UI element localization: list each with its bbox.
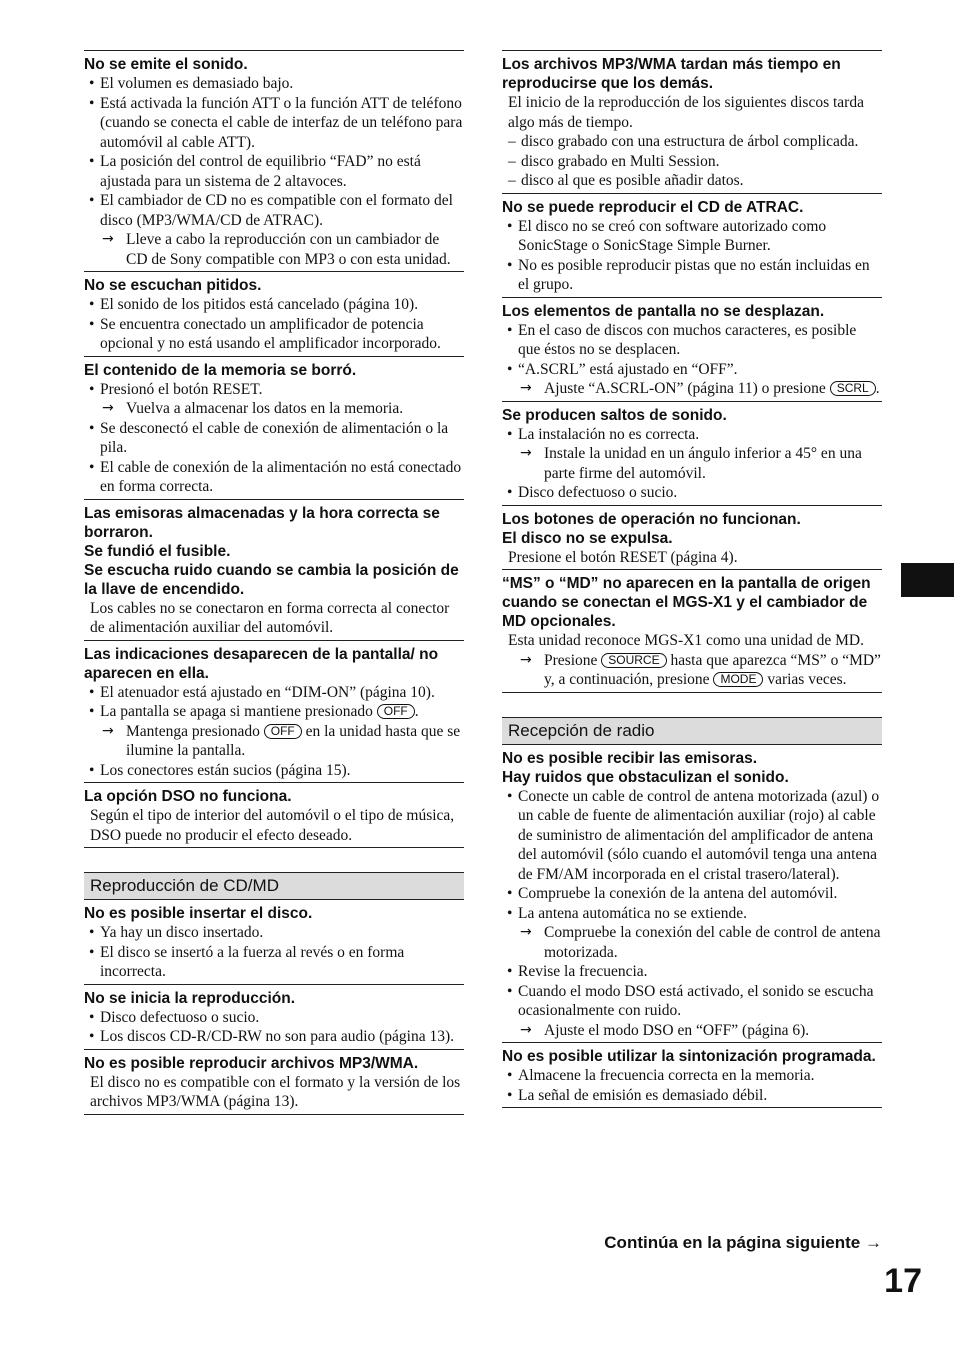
remedy-item xyxy=(502,923,882,962)
text-run: Se encuentra conectado un amplificador de potencia opcional y no está usando el amplificador incorporado. xyxy=(100,315,441,352)
text-run: Instale la unidad en un ángulo inferior a 45° en una parte firme del automóvil. xyxy=(544,445,862,482)
text-run: No es posible reproducir pistas que no están incluidas en el grupo. xyxy=(518,256,870,293)
bullet-item xyxy=(502,884,882,904)
text-run: en la unidad hasta que se ilumine la pantalla. xyxy=(126,722,461,759)
troubleshoot-entry xyxy=(84,499,464,640)
troubleshoot-entry xyxy=(502,745,882,1043)
text-run: El atenuador está ajustado en “DIM-ON” (página 10). xyxy=(100,683,435,701)
text-run: Los cables no se conectaron en forma correcta al conector de alimentación auxiliar del automóvil. xyxy=(90,599,450,636)
remedy-item xyxy=(84,399,464,419)
text-run: La pantalla se apaga si mantiene presionado xyxy=(100,703,377,720)
troubleshoot-entry xyxy=(84,782,464,848)
text-run: Compruebe la conexión de la antena del automóvil. xyxy=(518,885,838,902)
body-text xyxy=(502,93,882,132)
text-run: Vuelva a almacenar los datos en la memoria. xyxy=(126,400,404,417)
troubleshoot-entry xyxy=(502,401,882,505)
text-run: Cuando el modo DSO está activado, el sonido se escucha ocasionalmente con ruido. xyxy=(518,982,874,1019)
bullet-item xyxy=(84,295,464,315)
bullet-item xyxy=(502,321,882,360)
bullet-item xyxy=(502,360,882,380)
bullet-item xyxy=(84,702,464,722)
text-run: varias veces. xyxy=(763,671,847,688)
bullet-item xyxy=(502,425,882,445)
problem-heading: Las emisoras almacenadas y la hora correcta se borraron. xyxy=(84,504,440,541)
body-text xyxy=(502,548,882,568)
body-text xyxy=(84,599,464,638)
troubleshoot-entry xyxy=(502,1042,882,1108)
bullet-item xyxy=(502,1086,882,1106)
dash-item xyxy=(502,171,882,191)
troubleshoot-entry xyxy=(84,271,464,356)
remedy-item xyxy=(84,230,464,269)
remedy-item xyxy=(84,722,464,761)
remedy-item xyxy=(502,379,882,399)
text-run: El disco no es compatible con el formato y la versión de los archivos MP3/WMA (página 13). xyxy=(90,1073,461,1110)
dash-item xyxy=(502,132,882,152)
bullet-item xyxy=(84,152,464,191)
problem-heading: No es posible recibir las emisoras. xyxy=(502,749,758,767)
text-run: Presionó el botón RESET. xyxy=(100,380,263,398)
text-run: Se desconectó el cable de conexión de alimentación o la pila. xyxy=(100,419,449,456)
continue-text: Continúa en la página siguiente xyxy=(604,1233,861,1252)
text-run: Presione xyxy=(544,651,602,669)
text-run: disco al que es posible añadir datos. xyxy=(521,172,744,189)
button-key-label: OFF xyxy=(264,724,302,739)
text-run: Esta unidad reconoce MGS-X1 como una unidad de MD. xyxy=(508,632,864,649)
troubleshoot-entry xyxy=(84,984,464,1049)
problem-heading: Los botones de operación no funcionan. xyxy=(502,510,801,528)
troubleshoot-entry xyxy=(502,50,882,193)
problem-heading: No es posible utilizar la sintonización programada. xyxy=(502,1048,876,1065)
arrow-right-icon: → xyxy=(520,380,532,396)
right-column xyxy=(502,50,882,1108)
text-run: Ajuste “A.SCRL-ON” (página 11) o presione xyxy=(544,380,830,397)
troubleshoot-entry xyxy=(84,900,464,984)
button-key-label: MODE xyxy=(713,672,763,687)
text-run: “A.SCRL” está ajustado en “OFF”. xyxy=(518,360,738,378)
problem-heading: El disco no se expulsa. xyxy=(502,529,673,547)
problem-heading: Hay ruidos que obstaculizan el sonido. xyxy=(502,768,789,786)
arrow-right-icon: → xyxy=(102,231,114,247)
text-run: Los conectores están sucios (página 15). xyxy=(100,761,351,779)
page-number: 17 xyxy=(884,1262,922,1300)
dash-item xyxy=(502,152,882,172)
bullet-item xyxy=(84,923,464,943)
continue-note xyxy=(604,1233,882,1253)
bullet-item xyxy=(84,380,464,400)
bullet-item xyxy=(502,904,882,924)
bullet-item xyxy=(84,419,464,458)
text-run: Conecte un cable de control de antena motorizada (azul) o un cable de fuente de alimentación auxiliar (rojo) al cable de suministro de alimentación del amplificador de antena del automóvil (sólo cuando el automóvil tenga una antena de FM/AM incorporada en el cristal trasero/lateral). xyxy=(518,787,880,883)
section-tab-marker xyxy=(901,563,954,597)
body-text xyxy=(502,631,882,651)
bullet-item xyxy=(84,191,464,230)
text-run: Revise la frecuencia. xyxy=(518,963,648,980)
problem-heading: El contenido de la memoria se borró. xyxy=(84,361,357,379)
arrow-right-icon: → xyxy=(102,722,114,739)
bullet-item xyxy=(502,787,882,885)
arrow-right-icon: → xyxy=(520,651,532,668)
text-run: Los discos CD-R/CD-RW no son para audio (página 13). xyxy=(100,1028,455,1045)
problem-heading: No se escuchan pitidos. xyxy=(84,277,262,294)
text-run: El inicio de la reproducción de los siguientes discos tarda algo más de tiempo. xyxy=(508,94,864,131)
text-run: La antena automática no se extiende. xyxy=(518,904,747,922)
text-run: Ya hay un disco insertado. xyxy=(100,924,264,941)
text-run: Almacene la frecuencia correcta en la memoria. xyxy=(518,1067,815,1084)
text-run: La posición del control de equilibrio “FAD” no está ajustada para un sistema de 2 altavoces. xyxy=(100,153,421,190)
text-run: Mantenga presionado xyxy=(126,722,264,740)
problem-heading: No es posible insertar el disco. xyxy=(84,905,313,922)
text-run: Está activada la función ATT o la función ATT de teléfono (cuando se conecta el cable de interfaz de un teléfono para automóvil al cable ATT). xyxy=(100,94,463,151)
body-text xyxy=(84,1073,464,1112)
text-run: . xyxy=(875,380,880,397)
bullet-item xyxy=(84,683,464,703)
bullet-item xyxy=(502,962,882,982)
text-run: El disco no se creó con software autorizado como SonicStage o SonicStage Simple Burner. xyxy=(518,217,827,254)
arrow-right-icon: → xyxy=(520,1021,532,1038)
bullet-item xyxy=(84,1008,464,1028)
arrow-right-icon: → xyxy=(865,1233,882,1252)
problem-heading: Las indicaciones desaparecen de la pantalla/ no aparecen en ella. xyxy=(84,645,439,682)
remedy-item xyxy=(502,651,882,690)
section-heading: Recepción de radio xyxy=(502,717,882,745)
bullet-item xyxy=(502,256,882,295)
bullet-item xyxy=(84,94,464,153)
bullet-item xyxy=(502,1066,882,1086)
section-heading: Reproducción de CD/MD xyxy=(84,872,464,900)
troubleshoot-entry xyxy=(502,297,882,401)
bullet-item xyxy=(84,943,464,982)
text-run: Presione el botón RESET (página 4). xyxy=(508,548,738,566)
button-key-label: SCRL xyxy=(830,381,876,396)
text-run: Lleve a cabo la reproducción con un cambiador de CD de Sony compatible con MP3 o con esta unidad. xyxy=(126,231,451,268)
text-run: . xyxy=(414,703,419,720)
bullet-item xyxy=(84,315,464,354)
bullet-item xyxy=(84,458,464,497)
problem-heading: “MS” o “MD” no aparecen en la pantalla de origen cuando se conectan el MGS-X1 y el cambiador de MD opcionales. xyxy=(502,575,871,630)
problem-heading: No es posible reproducir archivos MP3/WMA. xyxy=(84,1054,419,1072)
bullet-item xyxy=(84,1027,464,1047)
text-run: Ajuste el modo DSO en “OFF” (página 6). xyxy=(544,1021,810,1039)
arrow-right-icon: → xyxy=(102,400,114,416)
problem-heading: No se inicia la reproducción. xyxy=(84,989,296,1007)
problem-heading: Los archivos MP3/WMA tardan más tiempo en reproducirse que los demás. xyxy=(502,56,841,92)
troubleshoot-entry xyxy=(502,193,882,297)
text-run: El volumen es demasiado bajo. xyxy=(100,75,294,92)
bullet-item xyxy=(502,217,882,256)
troubleshoot-entry xyxy=(502,569,882,693)
troubleshoot-entry xyxy=(84,356,464,499)
troubleshoot-entry xyxy=(84,50,464,271)
problem-heading: Los elementos de pantalla no se desplazan. xyxy=(502,302,825,320)
arrow-right-icon: → xyxy=(520,924,532,940)
text-run: Compruebe la conexión del cable de control de antena motorizada. xyxy=(544,924,881,961)
problem-heading: No se puede reproducir el CD de ATRAC. xyxy=(502,198,804,216)
troubleshoot-entry xyxy=(84,640,464,783)
bullet-item xyxy=(84,74,464,94)
text-run: La instalación no es correcta. xyxy=(518,425,700,443)
problem-heading: No se emite el sonido. xyxy=(84,56,248,73)
arrow-right-icon: → xyxy=(520,445,532,461)
remedy-item xyxy=(502,1021,882,1041)
text-run: disco grabado en Multi Session. xyxy=(521,152,720,170)
troubleshoot-entry xyxy=(502,505,882,570)
text-run: Disco defectuoso o sucio. xyxy=(100,1008,260,1026)
remedy-item xyxy=(502,444,882,483)
text-run: Disco defectuoso o sucio. xyxy=(518,484,678,501)
problem-heading: Se producen saltos de sonido. xyxy=(502,406,727,424)
left-column xyxy=(84,50,464,1115)
text-run: hasta que aparezca “MS” o “MD” y, a continuación, presione xyxy=(544,651,881,688)
problem-heading: La opción DSO no funciona. xyxy=(84,788,292,805)
text-run: Según el tipo de interior del automóvil o el tipo de música, DSO puede no producir el efecto deseado. xyxy=(90,807,455,844)
text-run: disco grabado con una estructura de árbol complicada. xyxy=(521,133,859,150)
bullet-item xyxy=(502,483,882,503)
problem-heading: Se escucha ruido cuando se cambia la posición de la llave de encendido. xyxy=(84,561,459,598)
problem-heading: Se fundió el fusible. xyxy=(84,542,231,560)
bullet-item xyxy=(84,761,464,781)
text-run: El cable de conexión de la alimentación no está conectado en forma correcta. xyxy=(100,458,462,495)
text-run: En el caso de discos con muchos caracteres, es posible que éstos no se desplacen. xyxy=(518,321,857,358)
bullet-item xyxy=(502,982,882,1021)
text-run: La señal de emisión es demasiado débil. xyxy=(518,1086,768,1104)
text-run: El disco se insertó a la fuerza al revés o en forma incorrecta. xyxy=(100,943,405,980)
body-text xyxy=(84,806,464,845)
text-run: El sonido de los pitidos está cancelado (página 10). xyxy=(100,296,419,313)
button-key-label: SOURCE xyxy=(601,653,666,668)
text-run: El cambiador de CD no es compatible con el formato del disco (MP3/WMA/CD de ATRAC). xyxy=(100,192,453,229)
troubleshoot-entry xyxy=(84,1049,464,1115)
button-key-label: OFF xyxy=(377,704,415,719)
